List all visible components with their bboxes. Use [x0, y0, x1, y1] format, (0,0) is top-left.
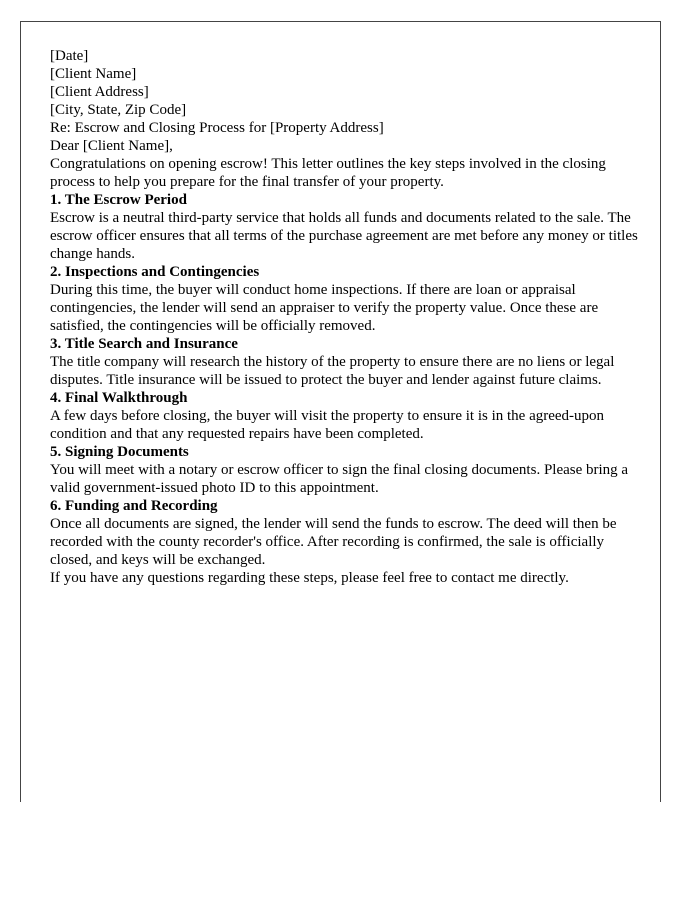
section-body: During this time, the buyer will conduct home inspections. If there are loan or appraisal contingencies, the lender will send an appraiser to verify the property value. Once these are satisfied, the contingencies will be officially removed. — [50, 282, 599, 334]
recipient-city-state-zip: [City, State, Zip Code] — [50, 102, 187, 118]
section-title: 4. Final Walkthrough — [50, 390, 188, 406]
section-escrow-period — [50, 191, 640, 263]
section-title-search — [50, 335, 640, 389]
section-title: 2. Inspections and Contingencies — [50, 264, 260, 280]
section-signing-documents — [50, 443, 640, 497]
section-funding-recording — [50, 497, 640, 569]
recipient-address-block — [50, 65, 640, 119]
section-inspections — [50, 263, 640, 335]
section-body: Escrow is a neutral third-party service that holds all funds and documents related to the sale. The escrow officer ensures that all terms of the purchase agreement are met before any money or titles change hands. — [50, 210, 638, 262]
section-final-walkthrough — [50, 389, 640, 443]
section-body: You will meet with a notary or escrow officer to sign the final closing documents. Please bring a valid government-issued photo ID to this appointment. — [50, 462, 629, 496]
section-title: 5. Signing Documents — [50, 444, 189, 460]
section-title: 6. Funding and Recording — [50, 498, 218, 514]
letter-date: [Date] — [50, 48, 89, 64]
recipient-name: [Client Name] — [50, 66, 137, 82]
salutation: Dear [Client Name], — [50, 138, 173, 154]
closing-paragraph: If you have any questions regarding these steps, please feel free to contact me directly. — [50, 570, 569, 586]
section-body: A few days before closing, the buyer will visit the property to ensure it is in the agreed-upon condition and that any requested repairs have been completed. — [50, 408, 605, 442]
section-title: 1. The Escrow Period — [50, 192, 187, 208]
intro-paragraph: Congratulations on opening escrow! This letter outlines the key steps involved in the closing process to help you prepare for the final transfer of your property. — [50, 156, 606, 190]
letter-page — [20, 21, 661, 802]
section-body: Once all documents are signed, the lender will send the funds to escrow. The deed will then be recorded with the county recorder's office. After recording is confirmed, the sale is officially closed, and keys will be exchanged. — [50, 516, 617, 568]
section-title: 3. Title Search and Insurance — [50, 336, 238, 352]
recipient-address: [Client Address] — [50, 84, 149, 100]
letter-content — [50, 47, 640, 587]
subject-line: Re: Escrow and Closing Process for [Property Address] — [50, 120, 384, 136]
section-body: The title company will research the history of the property to ensure there are no liens or legal disputes. Title insurance will be issued to protect the buyer and lender against future claims. — [50, 354, 615, 388]
